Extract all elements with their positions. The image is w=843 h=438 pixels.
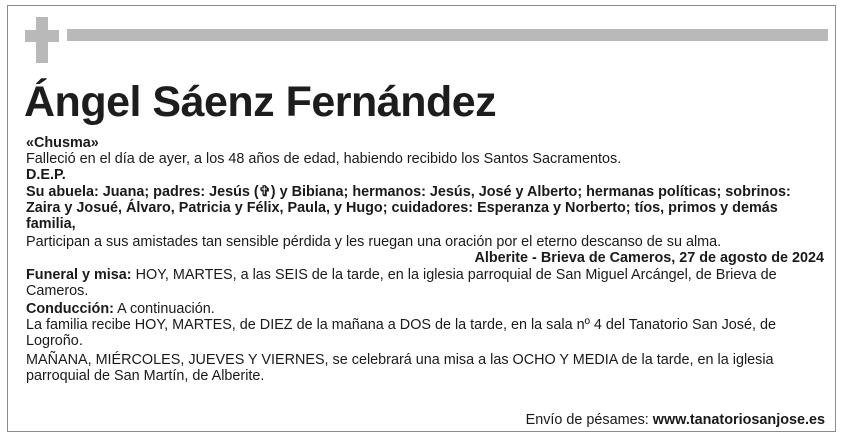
mass-info: MAÑANA, MIÉRCOLES, JUEVES Y VIERNES, se celebrará una misa a las OCHO Y MEDIA de la tarde, en la iglesia parroquial de San Martín, de Alberite.	[26, 351, 774, 384]
funeral-text: HOY, MARTES, a las SEIS de la tarde, en la iglesia parroquial de San Miguel Arcángel, de Brieva de Cameros.	[26, 266, 777, 299]
condolences-website-link[interactable]: www.tanatoriosanjose.es	[652, 412, 825, 428]
family-receives: La familia recibe HOY, MARTES, de DIEZ de la mañana a DOS de la tarde, en la sala nº 4 del Tanatorio San José, de Logroño.	[26, 317, 776, 350]
header-rule	[67, 29, 828, 41]
condolences-label: Envío de pésames:	[525, 412, 653, 428]
funeral-info	[26, 267, 824, 299]
conduccion-label: Conducción:	[26, 301, 114, 318]
dep-label: D.E.P.	[26, 167, 66, 184]
prayer-request: Participan a sus amistades tan sensible pérdida y les ruegan una oración por el eterno descanso de su alma.	[26, 234, 722, 251]
place-date: Alberite - Brieva de Cameros, 27 de agosto de 2024	[474, 250, 824, 267]
conduccion-text: A continuación.	[113, 301, 215, 318]
nickname: «Chusma»	[26, 135, 99, 151]
cross-icon	[25, 17, 59, 63]
condolences-line	[526, 412, 825, 428]
conduccion-info	[26, 301, 824, 317]
funeral-label: Funeral y misa:	[26, 266, 132, 283]
family-list: Su abuela: Juana; padres: Jesús (✞) y Bibiana; hermanos: Jesús, José y Alberto; hermanas políticas; sobrinos: Zaira y Josué, Álvaro, Patricia y Félix, Paula, y Hugo; cuidadores: Esperanza y Norberto; tíos, primos y demás familia,	[26, 183, 791, 233]
death-announcement: Falleció en el día de ayer, a los 48 años de edad, habiendo recibido los Santos Sacramentos.	[26, 151, 622, 168]
deceased-name: Ángel Sáenz Fernández	[24, 78, 497, 126]
notice-body	[26, 135, 824, 384]
